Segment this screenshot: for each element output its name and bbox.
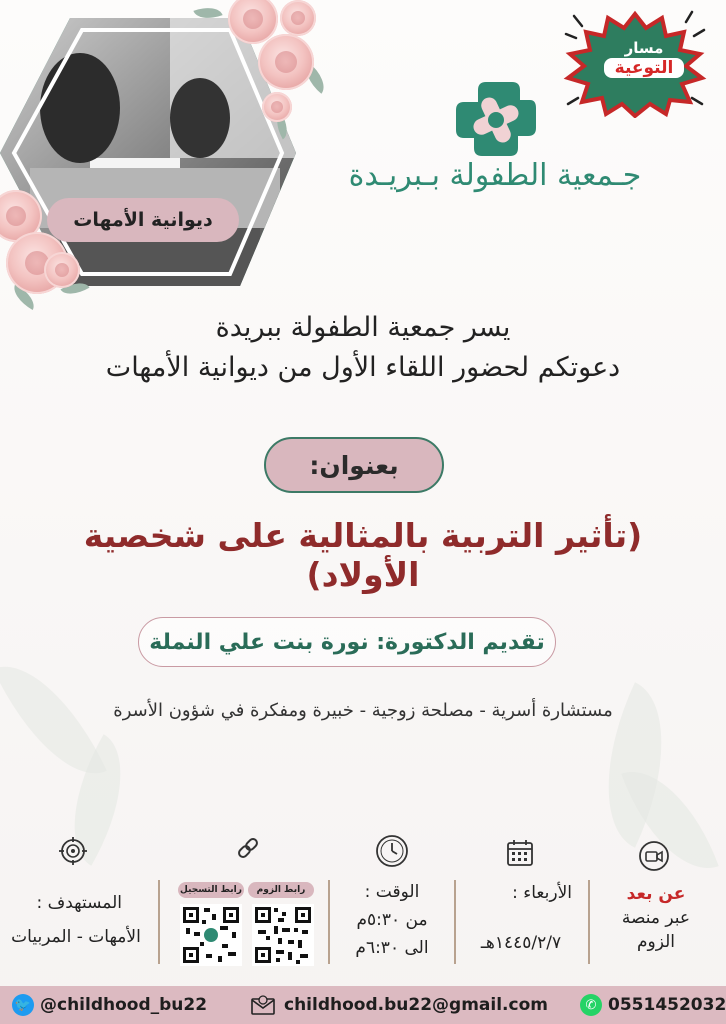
target-icon (58, 836, 88, 866)
video-camera-icon (638, 840, 670, 872)
mode-remote: عن بعد (626, 884, 686, 904)
phone-text: 0551452032 (608, 995, 726, 1015)
organization-name: جـمعية الطفولة بـبريـدة (348, 158, 642, 193)
email-text: childhood.bu22@gmail.com (284, 995, 548, 1015)
calendar-icon (505, 838, 535, 868)
time-label: الوقت : (364, 882, 420, 902)
twitter-icon: 🐦 (12, 994, 34, 1016)
rose-flower (280, 0, 316, 36)
rose-flower (44, 252, 80, 288)
time-to: الى ٦:٣٠م (355, 938, 429, 958)
intro-text (60, 308, 666, 388)
link-icon (234, 834, 262, 862)
photo-badge: ديوانية الأمهات (47, 198, 239, 242)
audience-label: المستهدف : (36, 893, 122, 913)
intro-line-2: دعوتكم لحضور اللقاء الأول من ديوانية الأمهات (105, 352, 621, 383)
clock-icon (375, 834, 409, 868)
presenter-description: مستشارة أسرية - مصلحة زوجية - خبيرة ومفكرة في شؤون الأسرة (113, 700, 613, 721)
awareness-line-1: مسار (624, 39, 664, 57)
divider (158, 880, 160, 964)
zoom-link-label: رابط الزوم (248, 882, 314, 898)
divider (588, 880, 590, 964)
date-label: الأربعاء : (512, 883, 572, 903)
intro-line-1: يسر جمعية الطفولة ببريدة (215, 312, 511, 343)
whatsapp-phone[interactable] (580, 986, 726, 1024)
awareness-line-2: التوعية (604, 58, 684, 78)
main-title: (تأثير التربية بالمثالية على شخصية الأولاد) (83, 516, 643, 594)
presenter-name: تقديم الدكتورة: نورة بنت علي النملة (138, 617, 556, 667)
awareness-track-label (604, 38, 684, 78)
twitter-handle[interactable] (12, 986, 207, 1024)
divider (328, 880, 330, 964)
date-info (458, 878, 584, 958)
twitter-text: @childhood_bu22 (40, 995, 208, 1015)
email-icon (250, 994, 276, 1016)
rose-flower (262, 92, 292, 122)
mode-info (596, 882, 716, 954)
register-link-label: رابط التسجيل (178, 882, 244, 898)
email-contact[interactable] (250, 986, 548, 1024)
audience-info (0, 886, 152, 954)
zoom-qr-code[interactable] (252, 904, 314, 966)
audience-value: الأمهات - المربيات (11, 927, 141, 947)
register-qr-code[interactable] (180, 904, 242, 966)
organization-logo (452, 76, 540, 160)
whatsapp-icon: ✆ (580, 994, 602, 1016)
rose-flower (258, 34, 314, 90)
mode-zoom: الزوم (636, 932, 676, 952)
mode-platform: عبر منصة (621, 908, 691, 928)
divider (454, 880, 456, 964)
time-from: من ٥:٣٠م (356, 910, 428, 930)
time-info (334, 878, 450, 962)
date-value: ١٤٤٥/٢/٧هـ (480, 933, 562, 953)
title-label: بعنوان: (264, 437, 444, 493)
